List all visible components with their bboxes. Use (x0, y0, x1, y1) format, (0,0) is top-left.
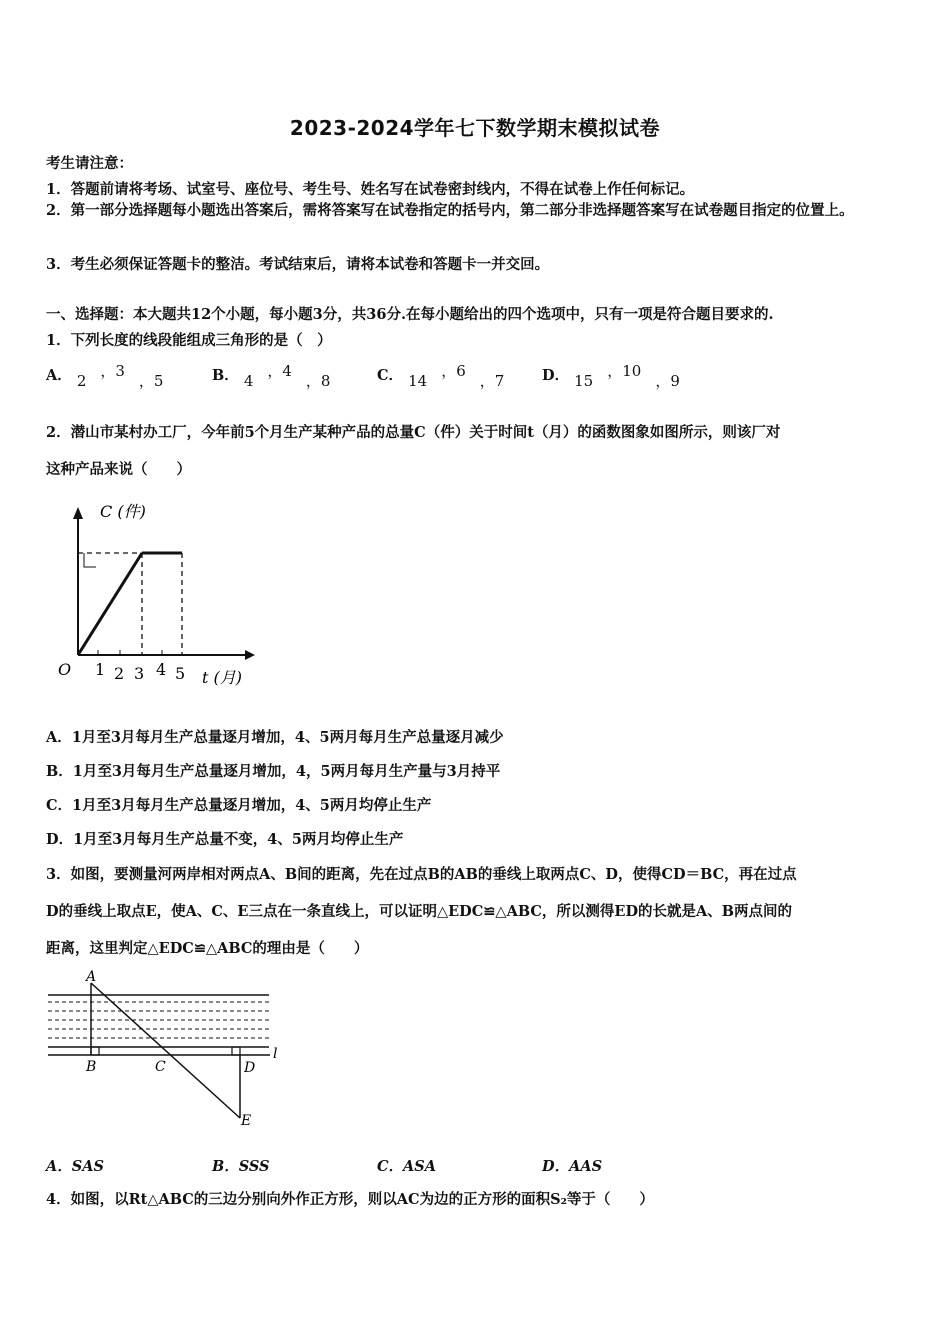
q2-stem-line-1: 2．潜山市某村办工厂，今年前5个月生产某种产品的总量C（件）关于时间t（月）的函数图象如图所示，则该厂对 (46, 424, 781, 441)
q2-option-b[interactable]: B．1月至3月每月生产总量逐月增加，4，5两月每月生产量与3月持平 (46, 763, 501, 780)
q3-option-a[interactable]: A．SAS (46, 1158, 104, 1175)
section-heading: 一、选择题：本大题共12个小题，每小题3分，共36分.在每小题给出的四个选项中，只有一项是符合题目要求的. (46, 306, 774, 323)
q1-option-b-values: 4，4，8 (243, 362, 331, 390)
q2-option-d[interactable]: D．1月至3月每月生产总量不变，4、5两月均停止生产 (46, 831, 404, 848)
rising-segment (78, 553, 142, 655)
q3-option-d[interactable]: D．AAS (542, 1158, 603, 1175)
q3-option-b[interactable]: B．SSS (212, 1158, 270, 1175)
right-angle-B (91, 1047, 99, 1055)
notice-item-2: 2．第一部分选择题每小题选出答案后，需将答案写在试卷指定的括号内，第二部分非选择题答案写在试卷题目指定的位置上。 (46, 202, 854, 219)
page-title: 2023-2024学年七下数学期末模拟试卷 (289, 116, 661, 140)
label-l: l (273, 1046, 278, 1062)
q1-option-a-label: A． (46, 367, 72, 384)
q4-stem: 4．如图，以Rt△ABC的三边分别向外作正方形，则以AC为边的正方形的面积S₂等于（ ） (46, 1191, 654, 1208)
y-axis-arrow (73, 507, 83, 519)
q1-option-d-values: 15，10，9 (574, 362, 680, 390)
tick-label-4: 4 (156, 660, 167, 679)
q2-option-a[interactable]: A．1月至3月每月生产总量逐月增加，4、5两月每月生产总量逐月减少 (46, 729, 504, 746)
origin-label: O (58, 660, 72, 679)
label-D: D (244, 1060, 256, 1076)
q1-option-c-values: 14，6，7 (408, 362, 505, 390)
q1-option-a-values: 2，3，5 (76, 362, 164, 390)
q1-option-d[interactable] (542, 362, 694, 390)
segment-AE (91, 983, 240, 1118)
q3-river-figure (44, 965, 294, 1135)
notice-item-1: 1．答题前请将考场、试室号、座位号、考生号、姓名写在试卷密封线内，不得在试卷上作任何标记。 (46, 181, 695, 198)
q1-option-b-label: B． (212, 367, 239, 384)
tick-label-2: 2 (114, 664, 125, 683)
q1-option-a[interactable] (46, 362, 177, 390)
label-C: C (155, 1059, 166, 1075)
notice-item-3: 3．考生必须保证答题卡的整洁。考试结束后，请将本试卷和答题卡一并交回。 (46, 256, 550, 273)
tick-label-1: 1 (95, 660, 106, 679)
label-E: E (241, 1113, 252, 1129)
q2-graph (50, 495, 260, 695)
right-angle-D (232, 1047, 240, 1055)
q3-stem-line-3: 距离，这里判定△EDC≌△ABC的理由是（ ） (46, 940, 369, 957)
q3-stem-line-2: D的垂线上取点E，使A、C、E三点在一条直线上，可以证明△EDC≌△ABC，所以测得ED的长就是A、B两点间的 (46, 903, 793, 920)
q1-option-c-label: C． (377, 367, 404, 384)
q1-option-d-label: D． (542, 367, 570, 384)
tick-label-5: 5 (175, 664, 186, 683)
x-axis-label: t (月) (202, 668, 243, 687)
y-axis-label: C (件) (100, 502, 146, 521)
q3-stem-line-1: 3．如图，要测量河两岸相对两点A、B间的距离，先在过点B的AB的垂线上取两点C、D，使得CD＝BC，再在过点 (46, 866, 797, 883)
notice-heading: 考生请注意： (46, 155, 133, 172)
label-B: B (86, 1059, 97, 1075)
q1-option-b[interactable] (212, 362, 344, 390)
label-A: A (86, 969, 97, 985)
q3-option-c[interactable]: C．ASA (377, 1158, 437, 1175)
tick-label-3: 3 (134, 664, 145, 683)
q1-stem: 1．下列长度的线段能组成三角形的是（ ） (46, 332, 332, 349)
right-angle-mark (84, 553, 96, 567)
q2-option-c[interactable]: C．1月至3月每月生产总量逐月增加，4、5两月均停止生产 (46, 797, 432, 814)
q2-stem-line-2: 这种产品来说（ ） (46, 461, 191, 478)
x-axis-arrow (245, 650, 255, 660)
q1-option-c[interactable] (377, 362, 518, 390)
